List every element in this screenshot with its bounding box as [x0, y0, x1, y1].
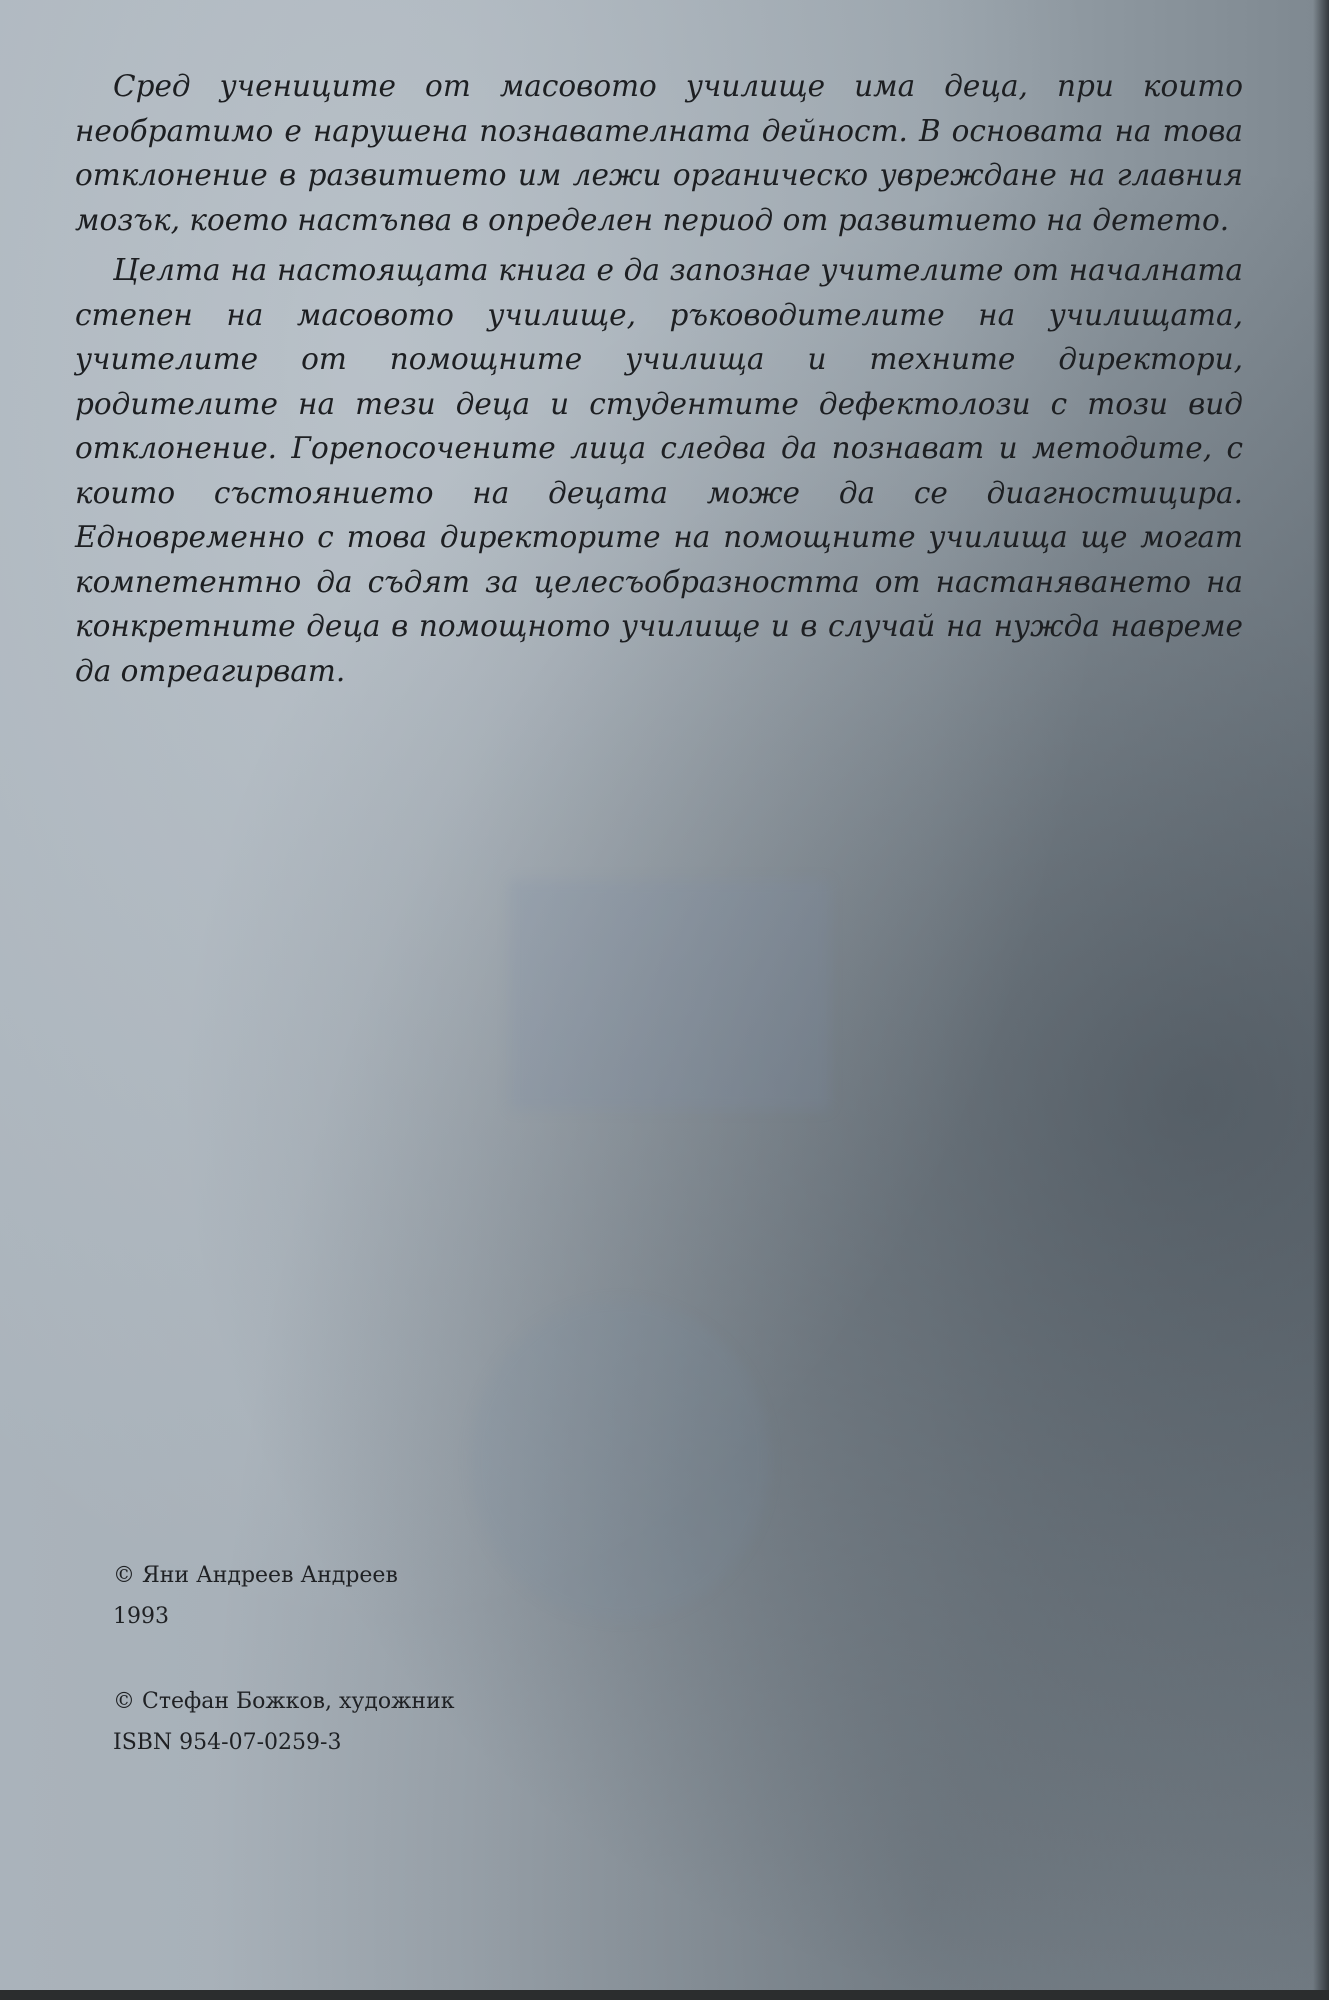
show-through-seal-shadow [470, 1300, 770, 1620]
isbn: ISBN 954-07-0259-3 [113, 1730, 342, 1755]
author-credit [113, 1555, 454, 1637]
publication-year: 1993 [113, 1604, 169, 1629]
bottom-edge [0, 1990, 1329, 2000]
paragraph-2: Целта на настоящата книга е да запознае учителите от началната степен на масовото училище, ръководителите на училищата, учителите от помощните училища и техните директори, родителите на тези деца и студентите дефектолози с този вид отклонение. Горепосочените лица следва да познават и методите, с които състоянието на децата може да се диагностицира. Едновременно с това директорите на помощните училища ще могат компетентно да съдят за целесъобразността от настаняването на конкретните деца в помощното училище и в случай на нужда навреме да отреагирват. [75, 253, 1243, 688]
annotation-text [75, 64, 1243, 699]
artist-copyright: © Стефан Божков, художник [113, 1689, 455, 1714]
page-edge-shadow [1313, 0, 1329, 2000]
paragraph-1: Сред учениците от масовото училище има деца, при които необратимо е нарушена познавателната дейност. В основата на това отклонение в развитието им лежи органическо увреждане на главния мозък, което настъпва в определен период от развитието на детето. [75, 69, 1243, 237]
author-copyright: © Яни Андреев Андреев [113, 1563, 398, 1588]
artist-credit [113, 1681, 454, 1763]
copyright-block [113, 1555, 454, 1807]
show-through-shadow [510, 880, 830, 1110]
